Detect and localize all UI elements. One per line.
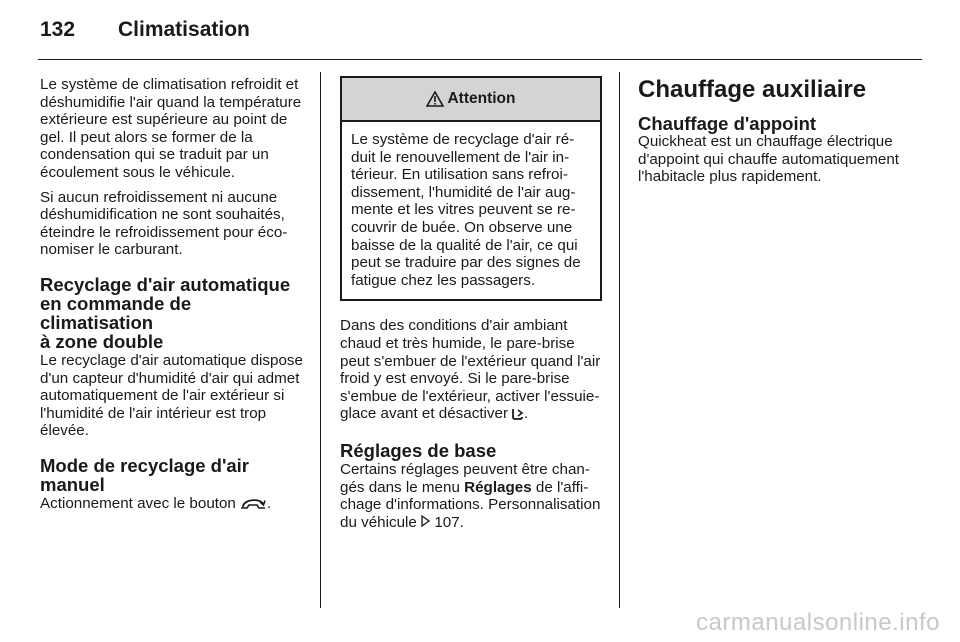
manual-recirculation-heading: Mode de recyclage d'air manuel <box>40 454 250 495</box>
page-title: Climatisation <box>118 18 250 41</box>
column-right <box>638 76 920 193</box>
section-automatic-recirculation <box>40 275 308 440</box>
basic-settings-text <box>340 461 602 531</box>
column-divider-1 <box>320 72 321 608</box>
windshield-paragraph: Dans des conditions d'air ambiant chaud et très humide, le pare-brise peut s'embuer de l'extérieur quand l'air froid y est envoyé. Si le pare-brise s'embue de l'extérieur, activer l'essuie-glace avant et désactiver . <box>340 317 602 425</box>
settings-menu-name: Réglages <box>464 478 532 496</box>
defrost-flow-icon <box>511 407 524 425</box>
warning-triangle-icon <box>426 91 444 107</box>
manual-recirculation-text: Actionnement avec le bouton . <box>40 495 308 515</box>
section-manual-recirculation <box>40 456 308 515</box>
header-divider <box>38 59 922 60</box>
page-number: 132 <box>40 18 76 41</box>
windshield-text: Dans des conditions d'air ambiant chaud et très humide, le pare-brise peut s'embuer de l'extérieur quand l'air froid y est envoyé. Si le pare-brise s'embue de l'extérieur, activer l'essuie-glace avant et désactiver <box>340 317 601 423</box>
column-left <box>40 76 308 522</box>
intro-paragraph-2: Si aucun refroidissement ni aucune déshumidification ne sont souhaités, éteindre le refroidissement pour économiser le carburant. <box>40 188 288 259</box>
quickheat-text: Quickheat est un chauffage électrique d'appoint qui chauffe automatiquement l'habitacle plus rapidement. <box>638 133 899 186</box>
attention-text: Le système de recyclage d'air réduit le renouvellement de l'air intérieur. En utilisation sans refroidissement, l'humidité de l'air augmente et les vitres peuvent se recouvrir de buée. On observe une baisse de la qualité de l'air, ce qui peut se traduire par des signes de fatigue chez les passagers. <box>351 131 581 289</box>
column-divider-2 <box>619 72 620 608</box>
attention-header <box>342 78 600 122</box>
auxiliary-heating-title: Chauffage auxiliaire <box>638 76 867 103</box>
attention-body <box>342 122 600 299</box>
intro-paragraph-1: Le système de climatisation refroidit et déshumidifie l'air quand la température extérieure est supérieure au point de gel. Il peut alors se former de la condensation qui se traduit par un écoulement sous le véhicule. <box>40 76 302 181</box>
watermark: carmanualsonline.info <box>696 609 940 636</box>
section-basic-settings <box>340 441 602 531</box>
automatic-recirculation-heading-2: à zone double <box>40 330 164 352</box>
recirculation-icon <box>239 497 267 515</box>
basic-settings-text-after: de l'affichage d'informations. Personnalisation du véhicule <box>340 478 601 531</box>
automatic-recirculation-text: Le recyclage d'air automatique dispose d'un capteur d'humidité d'air qui admet automatiquement de l'air extérieur si l'humidité de l'air intérieur est trop élevée. <box>40 351 303 440</box>
quickheat-heading: Chauffage d'appoint <box>638 113 817 134</box>
page-header <box>40 18 250 48</box>
basic-settings-text-before: Certains réglages peuvent être changés dans le menu <box>340 460 590 496</box>
page-reference[interactable]: 107. <box>434 513 464 531</box>
page-reference-icon <box>421 514 430 531</box>
automatic-recirculation-heading: Recyclage d'air automatique en commande de climatisation <box>40 273 291 333</box>
attention-title: Attention <box>447 90 516 107</box>
basic-settings-heading: Réglages de base <box>340 439 497 461</box>
column-middle <box>340 76 602 538</box>
attention-box <box>340 76 602 301</box>
manual-recirculation-label: Actionnement avec le bouton <box>40 494 236 512</box>
